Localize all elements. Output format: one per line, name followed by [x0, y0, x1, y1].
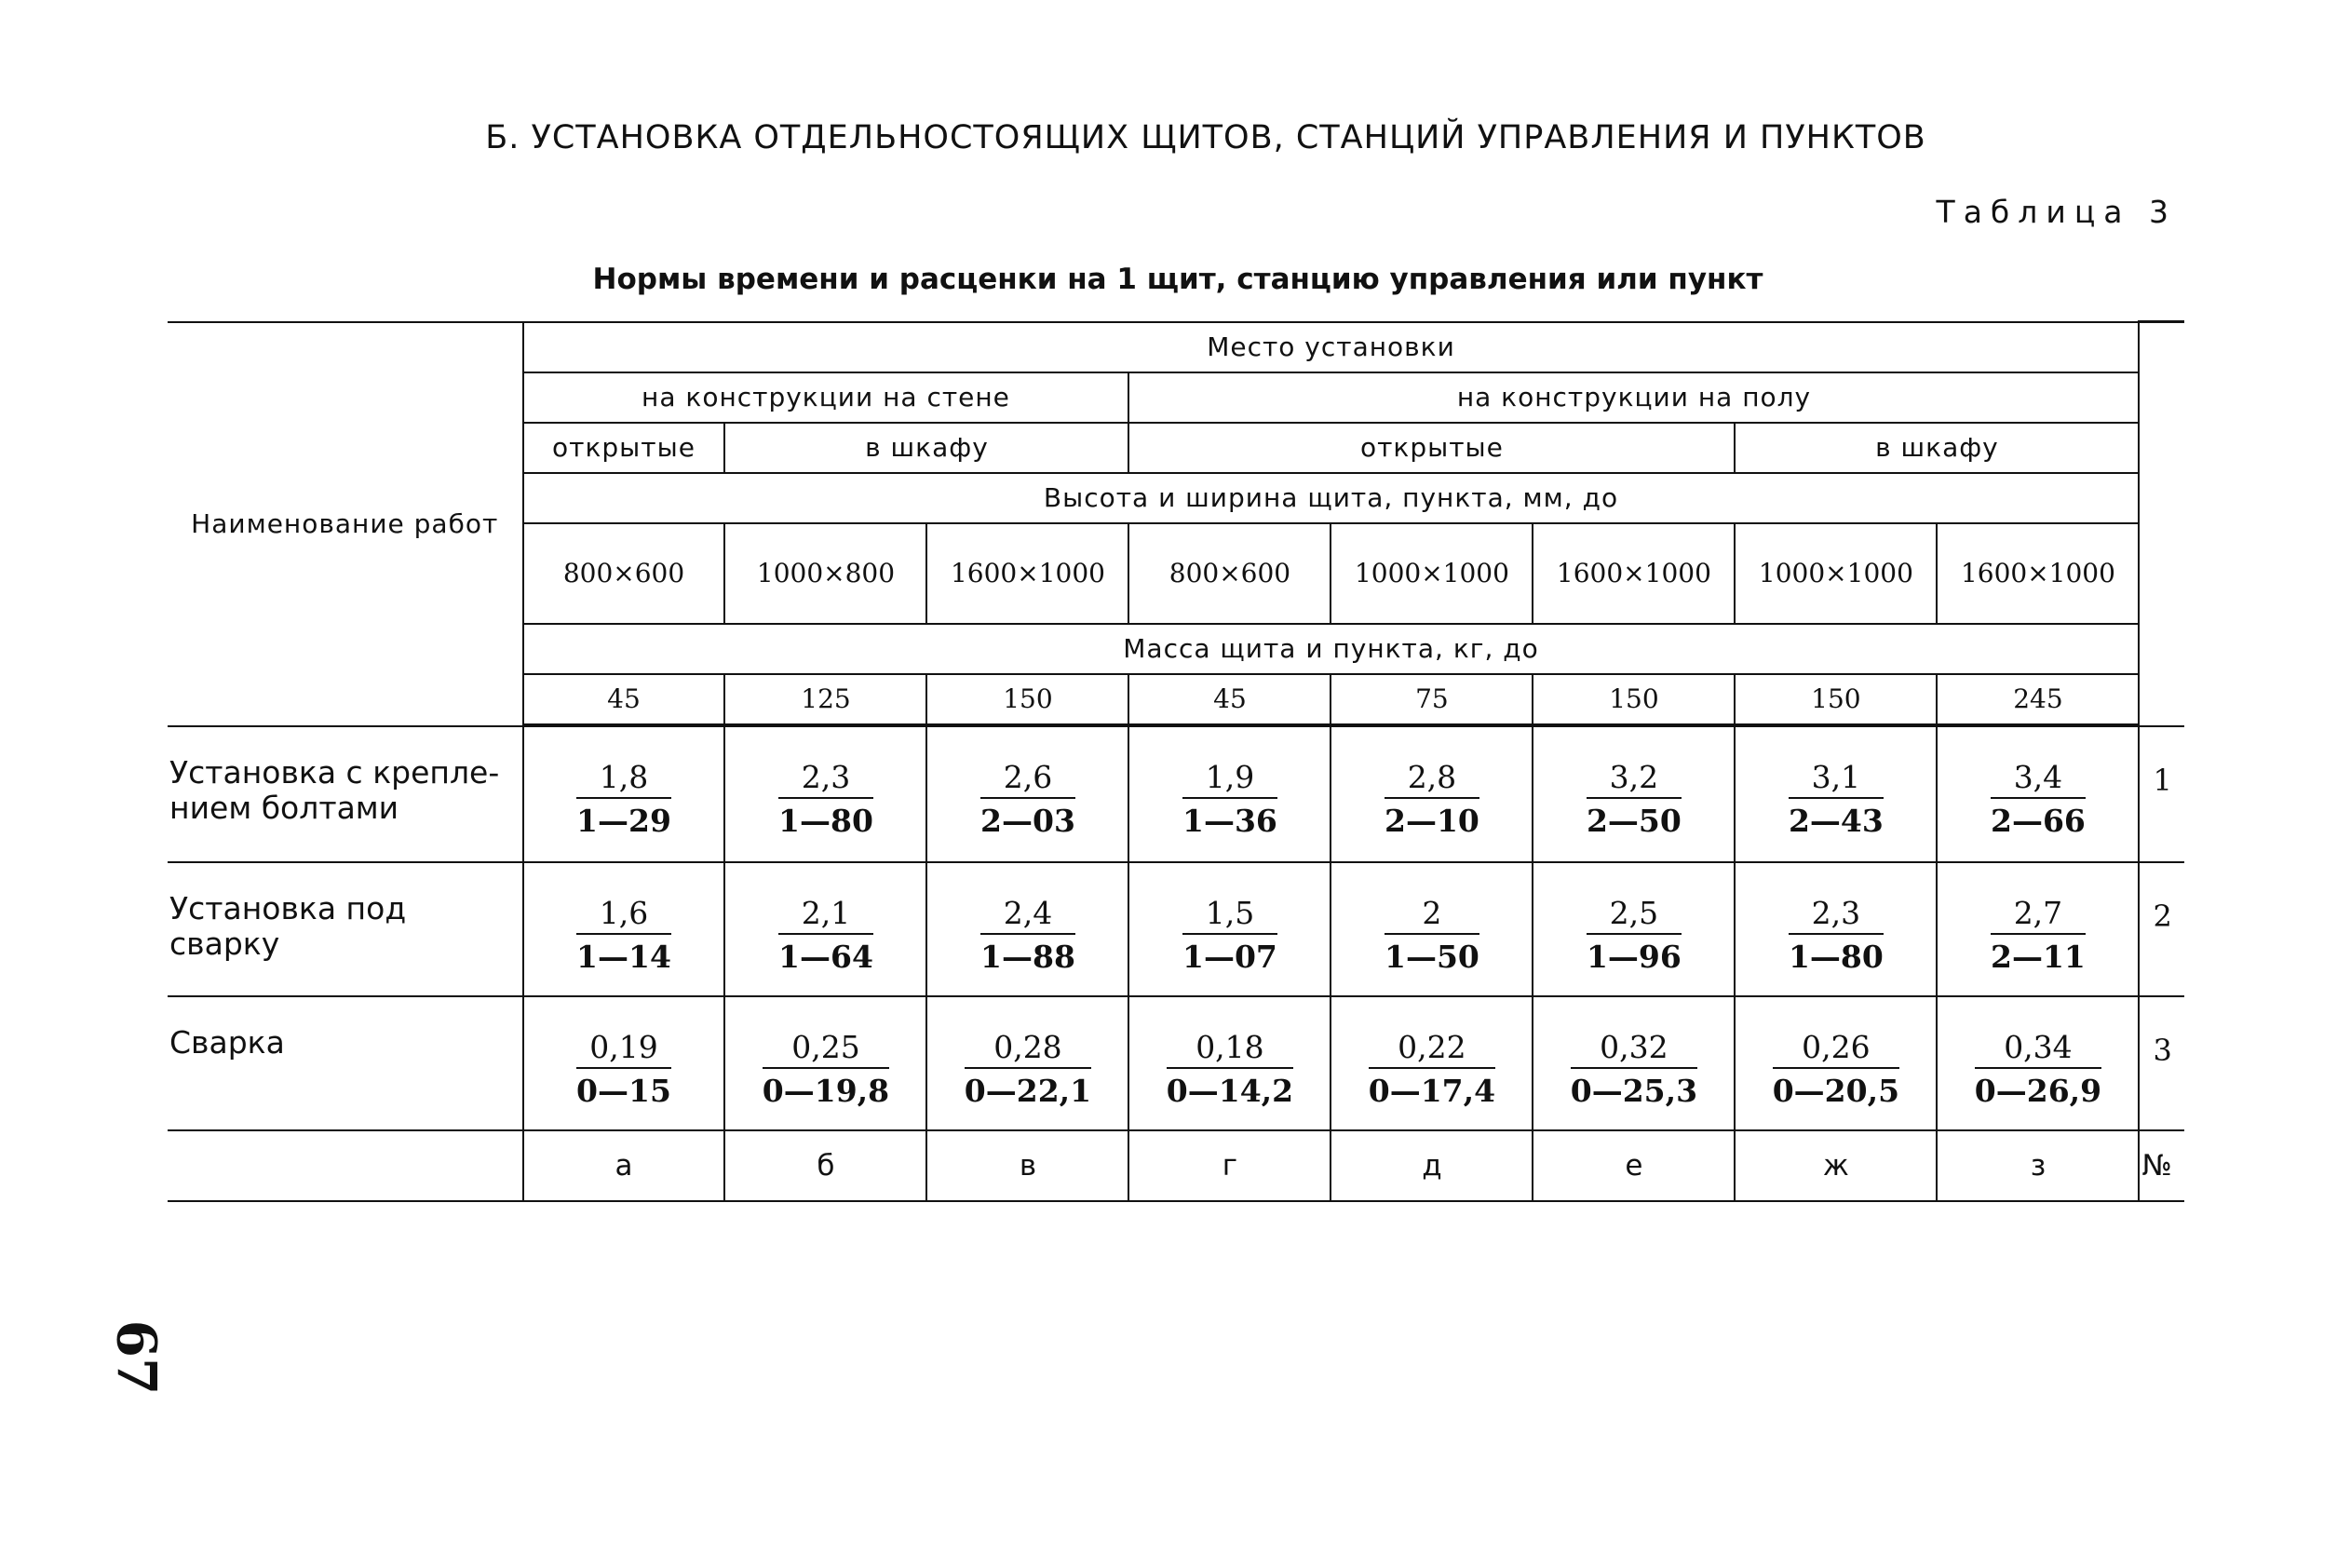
norm-cell — [1331, 996, 1533, 1130]
row-name: Установка под сварку — [168, 862, 523, 996]
norm-cell — [523, 996, 725, 1130]
price: 2—50 — [1586, 802, 1682, 839]
time-norm: 3,4 — [2013, 758, 2063, 795]
mass-cell: 150 — [926, 674, 1128, 724]
time-norm: 0,34 — [2004, 1028, 2073, 1065]
norm-cell — [1331, 726, 1533, 862]
price: 0—25,3 — [1570, 1072, 1698, 1109]
time-norm: 0,26 — [1802, 1028, 1871, 1065]
row-number: 1 — [2139, 726, 2184, 862]
table-row — [168, 996, 2184, 1130]
norm-cell — [1735, 726, 1937, 862]
price: 1—80 — [1788, 938, 1884, 975]
wall-header: на конструкции на стене — [523, 372, 1129, 423]
size-cell: 1600×1000 — [1937, 523, 2139, 624]
price: 2—03 — [980, 802, 1075, 839]
price: 1—50 — [1384, 938, 1479, 975]
time-norm: 2,5 — [1609, 894, 1659, 931]
time-norm: 2,3 — [1811, 894, 1861, 931]
norm-cell — [1331, 862, 1533, 996]
size-cell: 1000×800 — [724, 523, 926, 624]
price: 0—20,5 — [1772, 1072, 1900, 1109]
price: 1—80 — [778, 802, 873, 839]
place-header: Место установки — [523, 322, 2140, 372]
norms-table — [168, 320, 2184, 1202]
time-norm: 2 — [1422, 894, 1442, 931]
table-row — [168, 726, 2184, 862]
size-cell: 1000×1000 — [1331, 523, 1533, 624]
time-norm: 0,19 — [589, 1028, 658, 1065]
price: 1—36 — [1182, 802, 1277, 839]
price: 0—14,2 — [1166, 1072, 1294, 1109]
mass-cell: 150 — [1533, 674, 1735, 724]
norm-cell — [1533, 996, 1735, 1130]
row-number: 3 — [2139, 996, 2184, 1130]
time-norm: 2,4 — [1003, 894, 1053, 931]
price: 1—29 — [576, 802, 671, 839]
row-name-line: нием болтами — [169, 789, 399, 826]
time-norm: 2,7 — [2013, 894, 2063, 931]
norm-cell — [523, 726, 725, 862]
page-number: 67 — [104, 1319, 169, 1396]
wall-open-header: открытые — [523, 423, 725, 473]
time-norm: 3,1 — [1811, 758, 1861, 795]
price: 1—88 — [980, 938, 1075, 975]
time-norm: 0,28 — [993, 1028, 1062, 1065]
norm-cell — [1735, 996, 1937, 1130]
wall-cabinet-header: в шкафу — [724, 423, 1128, 473]
norm-cell — [724, 862, 926, 996]
section-heading: Б. УСТАНОВКА ОТДЕЛЬНОСТОЯЩИХ ЩИТОВ, СТАНЦИЙ УПРАВЛЕНИЯ И ПУНКТОВ — [485, 119, 1926, 156]
number-sign: № — [2139, 1130, 2184, 1201]
price: 1—64 — [778, 938, 873, 975]
mass-cell: 150 — [1735, 674, 1937, 724]
size-cell: 1600×1000 — [926, 523, 1128, 624]
norm-cell — [523, 862, 725, 996]
column-letter: а — [523, 1130, 725, 1201]
time-norm: 3,2 — [1609, 758, 1659, 795]
norm-cell — [926, 862, 1128, 996]
letters-blank — [168, 1130, 523, 1201]
norm-cell — [1937, 726, 2139, 862]
mass-cell: 45 — [1128, 674, 1331, 724]
size-cell: 1600×1000 — [1533, 523, 1735, 624]
size-cell: 800×600 — [1128, 523, 1331, 624]
norm-cell — [724, 996, 926, 1130]
norm-cell — [926, 726, 1128, 862]
norm-cell — [1735, 862, 1937, 996]
column-letter: в — [926, 1130, 1128, 1201]
price: 0—26,9 — [1974, 1072, 2102, 1109]
mass-header: Масса щита и пункта, кг, до — [523, 624, 2140, 674]
norm-cell — [1128, 726, 1331, 862]
norm-cell — [1533, 862, 1735, 996]
size-header: Высота и ширина щита, пункта, мм, до — [523, 473, 2140, 523]
time-norm: 1,6 — [599, 894, 649, 931]
table-caption: Нормы времени и расценки на 1 щит, станцию управления или пункт — [592, 263, 1763, 296]
time-norm: 0,22 — [1398, 1028, 1466, 1065]
price: 0—17,4 — [1368, 1072, 1496, 1109]
price: 0—22,1 — [964, 1072, 1092, 1109]
price: 0—19,8 — [762, 1072, 890, 1109]
price: 0—15 — [576, 1072, 671, 1109]
norm-cell — [1128, 996, 1331, 1130]
row-number: 2 — [2139, 862, 2184, 996]
table-row — [168, 862, 2184, 996]
price: 1—14 — [576, 938, 671, 975]
row-name-line: Установка с крепле- — [169, 753, 500, 791]
size-cell: 800×600 — [523, 523, 725, 624]
norm-cell — [926, 996, 1128, 1130]
price: 2—66 — [1990, 802, 2086, 839]
norm-cell — [1533, 726, 1735, 862]
time-norm: 0,32 — [1600, 1028, 1668, 1065]
price: 2—11 — [1990, 938, 2086, 975]
norm-cell — [1937, 862, 2139, 996]
mass-cell: 125 — [724, 674, 926, 724]
time-norm: 0,25 — [791, 1028, 860, 1065]
floor-cabinet-header: в шкафу — [1735, 423, 2139, 473]
number-column-header — [2139, 322, 2184, 726]
norm-cell — [1937, 996, 2139, 1130]
column-letter: ж — [1735, 1130, 1937, 1201]
column-letter: г — [1128, 1130, 1331, 1201]
time-norm: 0,18 — [1196, 1028, 1264, 1065]
column-letter: б — [724, 1130, 926, 1201]
norm-cell — [724, 726, 926, 862]
work-name-header: Наименование работ — [168, 322, 523, 726]
time-norm: 1,9 — [1205, 758, 1255, 795]
time-norm: 2,8 — [1407, 758, 1457, 795]
column-letter: е — [1533, 1130, 1735, 1201]
table-label: Таблица 3 — [1936, 194, 2177, 230]
price: 1—07 — [1182, 938, 1277, 975]
time-norm: 1,8 — [599, 758, 649, 795]
time-norm: 1,5 — [1205, 894, 1255, 931]
price: 2—10 — [1384, 802, 1479, 839]
time-norm: 2,3 — [801, 758, 851, 795]
row-name: Сварка — [168, 996, 523, 1130]
floor-header: на конструкции на полу — [1128, 372, 2139, 423]
row-name — [168, 726, 523, 862]
time-norm: 2,6 — [1003, 758, 1053, 795]
mass-cell: 245 — [1937, 674, 2139, 724]
floor-open-header: открытые — [1128, 423, 1735, 473]
price: 2—43 — [1788, 802, 1884, 839]
price: 1—96 — [1586, 938, 1682, 975]
size-cell: 1000×1000 — [1735, 523, 1937, 624]
norm-cell — [1128, 862, 1331, 996]
column-letter: з — [1937, 1130, 2139, 1201]
mass-cell: 45 — [523, 674, 725, 724]
column-letter: д — [1331, 1130, 1533, 1201]
time-norm: 2,1 — [801, 894, 851, 931]
mass-cell: 75 — [1331, 674, 1533, 724]
